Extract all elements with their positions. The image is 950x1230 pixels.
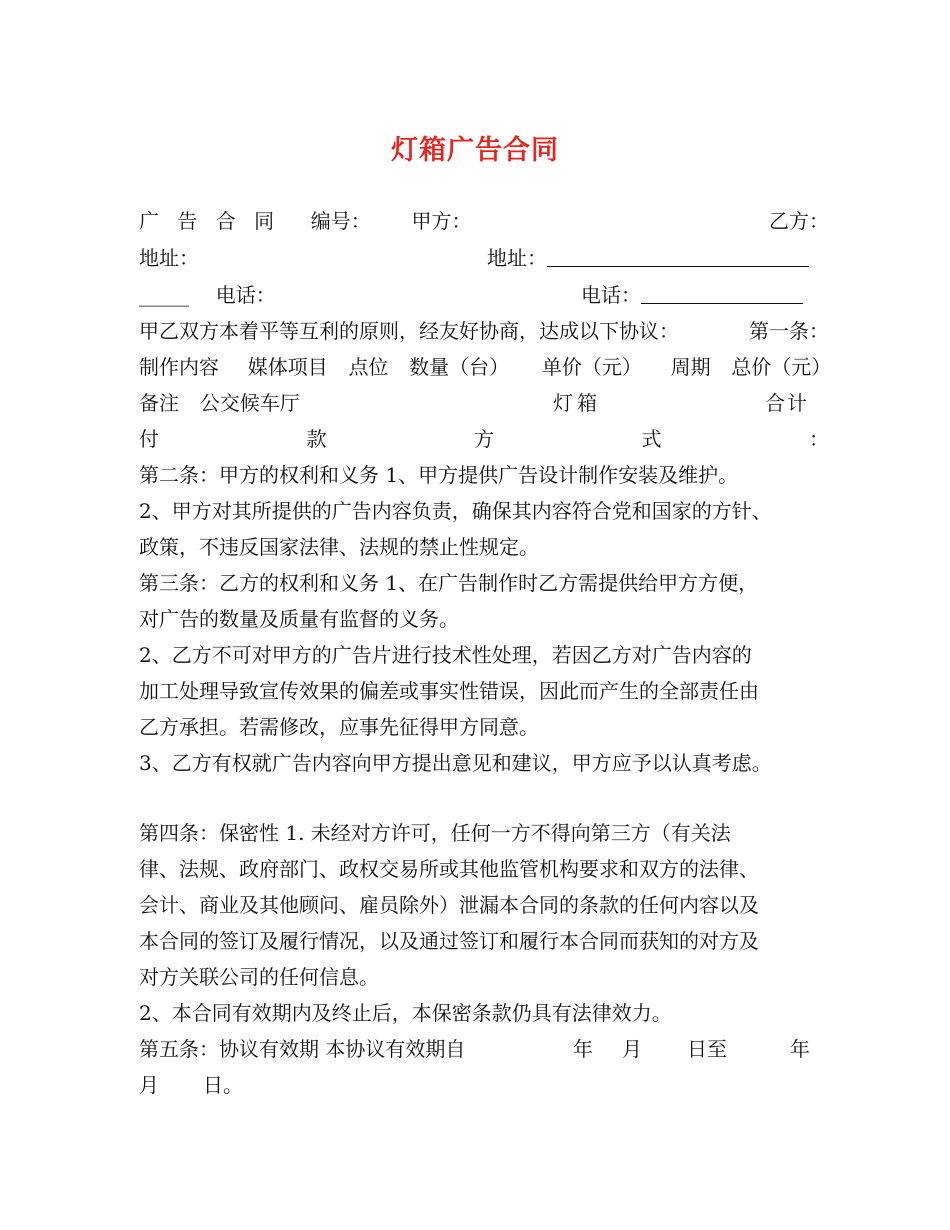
table-header-quantity: 数量（台） xyxy=(409,355,510,379)
phone-a-label: 电话： xyxy=(215,283,276,307)
article4-line-3: 会计、商业及其他顾问、雇员除外）泄漏本合同的条款的任何内容以及 xyxy=(139,893,759,917)
article5-line-1 xyxy=(139,1034,829,1064)
table-data-row xyxy=(139,388,829,418)
article4-line-1: 第四条：保密性 1. 未经对方许可，任何一方不得向第三方（有关法 xyxy=(139,821,731,845)
article4-line-6: 2、本合同有效期内及终止后，本保密条款仍具有法律效力。 xyxy=(139,1001,672,1025)
article3-line-5: 乙方承担。若需修改，应事先征得甲方同意。 xyxy=(139,715,539,739)
table-cell-item: 公交候车厅 xyxy=(199,391,300,415)
header-line-3 xyxy=(139,280,829,310)
article3-line-6: 3、乙方有权就广告内容向甲方提出意见和建议，甲方应予以认真考虑。 xyxy=(139,751,772,775)
table-header-unit-price: 单价（元） xyxy=(541,355,642,379)
intro-line xyxy=(139,316,829,346)
phone-b-label: 电话： xyxy=(581,283,641,307)
payment-char-5: ： xyxy=(809,427,829,451)
table-header-total-price: 总价（元） xyxy=(731,355,832,379)
document-title: 灯箱广告合同 xyxy=(391,135,559,166)
article4-line-2: 律、法规、政府部门、政权交易所或其他监管机构要求和双方的法律、 xyxy=(139,857,759,881)
article1-heading: 第一条： xyxy=(749,319,829,343)
article2-line-1: 第二条：甲方的权利和义务 1、甲方提供广告设计制作安装及维护。 xyxy=(139,463,739,487)
article5-year-2: 年 xyxy=(790,1037,810,1061)
article5-year-1: 年 xyxy=(573,1037,593,1061)
article5-day-1: 日至 xyxy=(687,1037,727,1061)
payment-method-line xyxy=(139,424,829,454)
intro-text: 甲乙双方本着平等互利的原则，经友好协商，达成以下协议： xyxy=(139,319,679,343)
payment-char-1: 付 xyxy=(139,427,159,451)
payment-char-3: 方 xyxy=(474,427,494,451)
article3-line-4: 加工处理导致宣传效果的偏差或事实性错误，因此而产生的全部责任由 xyxy=(139,679,759,703)
article5-text: 第五条：协议有效期 本协议有效期自 xyxy=(139,1037,466,1061)
table-cell-type: 灯箱 xyxy=(553,391,601,415)
table-header-period: 周期 xyxy=(670,355,711,379)
table-cell-total: 合计 xyxy=(765,391,809,415)
article5-day-2: 日。 xyxy=(203,1073,243,1097)
article2-line-2: 2、甲方对其所提供的广告内容负责，确保其内容符合党和国家的方针、 xyxy=(139,499,772,523)
phone-b-blank xyxy=(641,281,803,304)
header-line-2 xyxy=(139,243,829,273)
article4-line-5: 对方关联公司的任何信息。 xyxy=(139,965,379,989)
table-header-location: 点位 xyxy=(348,355,389,379)
contract-label: 广 告 合 同 xyxy=(139,209,281,233)
article3-line-3: 2、乙方不可对甲方的广告片进行技术性处理，若因乙方对广告内容的 xyxy=(139,643,752,667)
payment-char-4: 式 xyxy=(641,427,662,451)
article5-month-1: 月 xyxy=(622,1037,642,1061)
article5-month-2: 月 xyxy=(139,1073,159,1097)
article2-line-3: 政策，不违反国家法律、法规的禁止性规定。 xyxy=(139,535,539,559)
payment-char-2: 款 xyxy=(306,427,327,451)
address-a-label: 地址： xyxy=(139,246,199,270)
party-a-label: 甲方： xyxy=(411,209,472,233)
table-header-media: 媒体项目 xyxy=(247,355,328,379)
table-header-remark: 备注 xyxy=(139,391,179,415)
phone-b-field xyxy=(581,280,803,310)
party-b-label: 乙方： xyxy=(769,209,829,233)
article5-line-2 xyxy=(139,1070,829,1100)
address-b-field xyxy=(487,243,809,273)
contract-number-label: 编号： xyxy=(310,209,371,233)
address-b-label: 地址： xyxy=(487,246,547,270)
address-a-blank: _____ xyxy=(139,283,189,307)
article4-line-4: 本合同的签订及履行情况，以及通过签订和履行本合同而获知的对方及 xyxy=(139,929,759,953)
address-b-blank xyxy=(547,244,809,267)
article3-line-1: 第三条：乙方的权利和义务 1、在广告制作时乙方需提供给甲方方便， xyxy=(139,571,759,595)
table-header-content: 制作内容 xyxy=(139,355,219,379)
table-header-row xyxy=(139,352,832,382)
header-line-1 xyxy=(139,206,829,236)
article3-line-2: 对广告的数量及质量有监督的义务。 xyxy=(139,607,459,631)
